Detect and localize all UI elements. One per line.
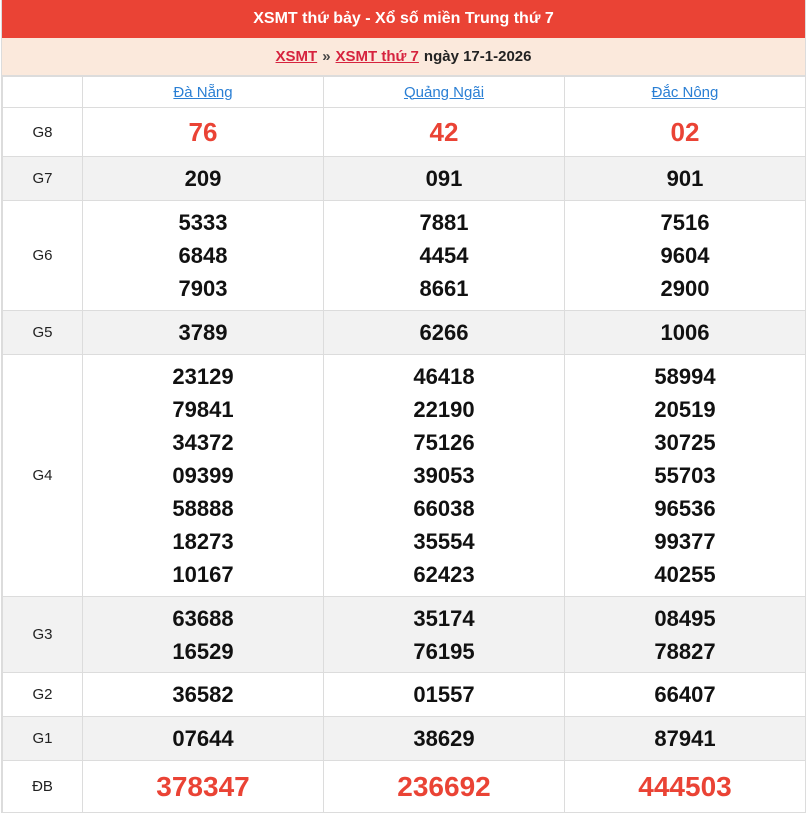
result-cell bbox=[83, 355, 324, 597]
prize-label: G8 bbox=[3, 108, 83, 157]
result-number: 07644 bbox=[172, 726, 234, 751]
result-cell bbox=[324, 201, 565, 311]
result-cell bbox=[565, 311, 806, 355]
result-number: 75126 bbox=[413, 430, 475, 455]
province-link-dac-nong[interactable]: Đắc Nông bbox=[651, 83, 719, 101]
result-number: 38629 bbox=[413, 726, 475, 751]
result-number: 01557 bbox=[413, 682, 475, 707]
result-number: 36582 bbox=[172, 682, 234, 707]
prize-row-đb bbox=[3, 761, 806, 813]
result-number: 444503 bbox=[638, 770, 732, 802]
result-cell bbox=[565, 597, 806, 673]
result-number: 09399 bbox=[172, 463, 234, 488]
result-cell bbox=[83, 201, 324, 311]
result-number: 58888 bbox=[172, 496, 234, 521]
prize-row-g1 bbox=[3, 717, 806, 761]
result-number: 7516 bbox=[660, 210, 710, 235]
result-number: 76195 bbox=[413, 638, 475, 664]
result-number: 79841 bbox=[172, 397, 234, 422]
result-cell bbox=[565, 157, 806, 201]
result-number: 46418 bbox=[413, 364, 475, 389]
result-number: 42 bbox=[429, 116, 459, 147]
result-cell bbox=[324, 108, 565, 157]
result-number: 4454 bbox=[419, 243, 469, 268]
result-number: 378347 bbox=[156, 770, 250, 802]
result-cell bbox=[324, 157, 565, 201]
result-number: 3789 bbox=[178, 320, 228, 345]
result-number: 5333 bbox=[178, 210, 228, 235]
province-header bbox=[324, 77, 565, 108]
result-number: 96536 bbox=[654, 496, 716, 521]
result-number: 20519 bbox=[654, 397, 716, 422]
result-number: 18273 bbox=[172, 529, 234, 554]
result-cell bbox=[565, 108, 806, 157]
result-number: 63688 bbox=[172, 605, 234, 631]
result-number: 78827 bbox=[654, 638, 716, 664]
result-number: 6848 bbox=[178, 243, 228, 268]
province-header-row bbox=[3, 77, 806, 108]
result-number: 35174 bbox=[413, 605, 475, 631]
result-cell bbox=[83, 673, 324, 717]
result-number: 66407 bbox=[654, 682, 716, 707]
result-number: 40255 bbox=[654, 562, 716, 587]
result-cell bbox=[83, 108, 324, 157]
corner-cell bbox=[3, 77, 83, 108]
prize-row-g2 bbox=[3, 673, 806, 717]
result-number: 7903 bbox=[178, 276, 228, 301]
province-link-quang-ngai[interactable]: Quảng Ngãi bbox=[403, 83, 485, 101]
prize-label: G3 bbox=[3, 597, 83, 673]
prize-label: ĐB bbox=[3, 761, 83, 813]
result-cell bbox=[565, 355, 806, 597]
draw-date: ngày 17-1-2026 bbox=[423, 48, 532, 65]
result-cell bbox=[83, 717, 324, 761]
province-header bbox=[565, 77, 806, 108]
prize-label: G4 bbox=[3, 355, 83, 597]
prize-row-g4 bbox=[3, 355, 806, 597]
result-cell bbox=[324, 355, 565, 597]
result-number: 10167 bbox=[172, 562, 234, 587]
result-number: 209 bbox=[184, 166, 222, 191]
province-link-da-nang[interactable]: Đà Nẵng bbox=[173, 83, 233, 101]
result-cell bbox=[565, 201, 806, 311]
prize-row-g8 bbox=[3, 108, 806, 157]
result-number: 62423 bbox=[413, 562, 475, 587]
prize-label: G7 bbox=[3, 157, 83, 201]
breadcrumb-link-xsmt-thu-7[interactable]: XSMT thứ 7 bbox=[335, 48, 419, 65]
result-cell bbox=[83, 157, 324, 201]
result-number: 9604 bbox=[660, 243, 710, 268]
result-cell bbox=[324, 673, 565, 717]
breadcrumb bbox=[2, 38, 805, 76]
prize-row-g6 bbox=[3, 201, 806, 311]
result-number: 8661 bbox=[419, 276, 469, 301]
prize-label: G2 bbox=[3, 673, 83, 717]
results-table bbox=[2, 76, 806, 813]
result-cell bbox=[324, 717, 565, 761]
result-cell bbox=[83, 311, 324, 355]
result-number: 55703 bbox=[654, 463, 716, 488]
prize-label: G1 bbox=[3, 717, 83, 761]
result-cell bbox=[565, 673, 806, 717]
result-number: 2900 bbox=[660, 276, 710, 301]
result-number: 02 bbox=[670, 116, 700, 147]
result-number: 34372 bbox=[172, 430, 234, 455]
result-number: 901 bbox=[666, 166, 704, 191]
result-number: 99377 bbox=[654, 529, 716, 554]
result-cell bbox=[83, 761, 324, 813]
result-number: 091 bbox=[425, 166, 463, 191]
result-number: 236692 bbox=[397, 770, 491, 802]
result-number: 6266 bbox=[419, 320, 469, 345]
result-cell bbox=[565, 761, 806, 813]
result-number: 39053 bbox=[413, 463, 475, 488]
breadcrumb-link-xsmt[interactable]: XSMT bbox=[275, 48, 318, 65]
result-number: 87941 bbox=[654, 726, 716, 751]
prize-label: G5 bbox=[3, 311, 83, 355]
result-cell bbox=[324, 311, 565, 355]
result-cell bbox=[83, 597, 324, 673]
prize-row-g3 bbox=[3, 597, 806, 673]
result-number: 58994 bbox=[654, 364, 716, 389]
result-number: 7881 bbox=[419, 210, 469, 235]
prize-row-g7 bbox=[3, 157, 806, 201]
result-number: 76 bbox=[188, 116, 218, 147]
result-cell bbox=[324, 597, 565, 673]
result-number: 16529 bbox=[172, 638, 234, 664]
province-header bbox=[83, 77, 324, 108]
result-number: 22190 bbox=[413, 397, 475, 422]
breadcrumb-separator: » bbox=[322, 48, 331, 65]
result-number: 35554 bbox=[413, 529, 475, 554]
result-number: 08495 bbox=[654, 605, 716, 631]
result-cell bbox=[324, 761, 565, 813]
result-number: 30725 bbox=[654, 430, 716, 455]
page-title: XSMT thứ bảy - Xổ số miền Trung thứ 7 bbox=[2, 0, 805, 38]
result-number: 66038 bbox=[413, 496, 475, 521]
prize-label: G6 bbox=[3, 201, 83, 311]
prize-row-g5 bbox=[3, 311, 806, 355]
result-number: 1006 bbox=[660, 320, 710, 345]
result-number: 23129 bbox=[172, 364, 234, 389]
result-cell bbox=[565, 717, 806, 761]
results-panel bbox=[1, 0, 806, 813]
